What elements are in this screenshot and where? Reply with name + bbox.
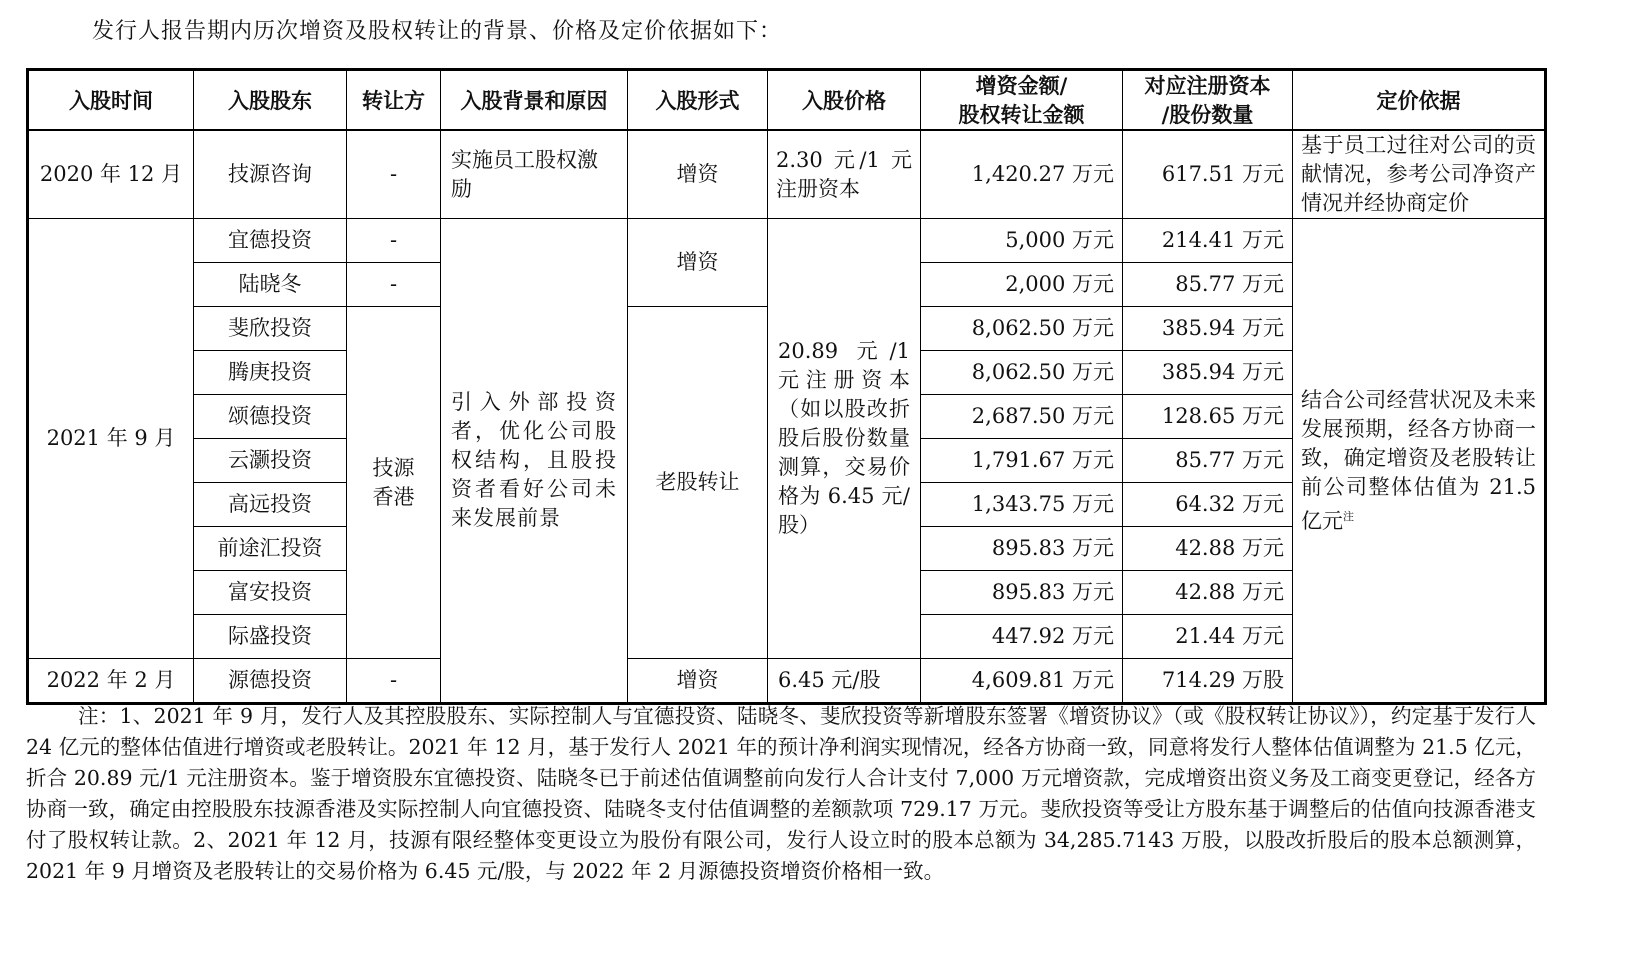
cell-capital: 85.77 万元 xyxy=(1123,263,1293,307)
cell-capital: 21.44 万元 xyxy=(1123,615,1293,659)
basis-text: 结合公司经营状况及未来发展预期，经各方协商一致，确定增资及老股转让前公司整体估值为 21.5 亿元 xyxy=(1301,387,1536,533)
cell-amount: 2,687.50 万元 xyxy=(921,395,1123,439)
cell-capital: 42.88 万元 xyxy=(1123,571,1293,615)
header-form: 入股形式 xyxy=(628,70,768,131)
cell-capital: 214.41 万元 xyxy=(1123,219,1293,263)
cell-amount: 1,791.67 万元 xyxy=(921,439,1123,483)
header-reason: 入股背景和原因 xyxy=(441,70,628,131)
cell-basis xyxy=(1293,219,1546,704)
cell-transferor: - xyxy=(347,130,441,219)
cell-transferor: - xyxy=(347,263,441,307)
cell-reason: 实施员工股权激励 xyxy=(441,130,628,219)
cell-shareholder: 际盛投资 xyxy=(194,615,347,659)
header-capital-line2: /股份数量 xyxy=(1161,102,1254,127)
cell-shareholder: 技源咨询 xyxy=(194,130,347,219)
header-capital xyxy=(1123,70,1293,131)
header-capital-line1: 对应注册资本 xyxy=(1144,73,1271,98)
header-time: 入股时间 xyxy=(28,70,194,131)
cell-form: 老股转让 xyxy=(628,307,768,659)
cell-shareholder: 腾庚投资 xyxy=(194,351,347,395)
cell-time: 2020 年 12 月 xyxy=(28,130,194,219)
cell-amount: 1,343.75 万元 xyxy=(921,483,1123,527)
cell-transferor xyxy=(347,307,441,659)
transferor-text: 技源香港 xyxy=(372,455,415,509)
cell-capital: 128.65 万元 xyxy=(1123,395,1293,439)
cell-price: 20.89 元/1 元注册资本（如以股改折股后股份数量测算，交易价格为 6.45 元/股） xyxy=(768,219,921,659)
cell-capital: 385.94 万元 xyxy=(1123,307,1293,351)
cell-shareholder: 斐欣投资 xyxy=(194,307,347,351)
intro-text: 发行人报告期内历次增资及股权转让的背景、价格及定价依据如下： xyxy=(92,19,783,44)
cell-amount: 8,062.50 万元 xyxy=(921,351,1123,395)
cell-amount: 895.83 万元 xyxy=(921,571,1123,615)
cell-shareholder: 前途汇投资 xyxy=(194,527,347,571)
cell-amount: 5,000 万元 xyxy=(921,219,1123,263)
cell-capital: 64.32 万元 xyxy=(1123,483,1293,527)
cell-capital: 385.94 万元 xyxy=(1123,351,1293,395)
cell-shareholder: 高远投资 xyxy=(194,483,347,527)
cell-amount: 447.92 万元 xyxy=(921,615,1123,659)
header-shareholder: 入股股东 xyxy=(194,70,347,131)
cell-shareholder: 云灏投资 xyxy=(194,439,347,483)
cell-amount: 1,420.27 万元 xyxy=(921,130,1123,219)
reason-text: 引入外部投资者，优化公司股权结构，且股投资者看好公司未来发展前景 xyxy=(451,390,617,530)
cell-capital: 617.51 万元 xyxy=(1123,130,1293,219)
table-row xyxy=(28,130,1546,219)
header-amount xyxy=(921,70,1123,131)
header-amount-line1: 增资金额/ xyxy=(975,73,1068,98)
cell-amount: 8,062.50 万元 xyxy=(921,307,1123,351)
capital-history-table xyxy=(26,68,1547,705)
cell-form: 增资 xyxy=(628,130,768,219)
cell-transferor: - xyxy=(347,659,441,704)
cell-shareholder: 宜德投资 xyxy=(194,219,347,263)
table-header-row xyxy=(28,70,1546,131)
cell-transferor: - xyxy=(347,219,441,263)
cell-amount: 895.83 万元 xyxy=(921,527,1123,571)
cell-form: 增资 xyxy=(628,659,768,704)
header-basis: 定价依据 xyxy=(1293,70,1546,131)
table-row xyxy=(28,219,1546,263)
cell-reason xyxy=(441,219,628,704)
cell-shareholder: 富安投资 xyxy=(194,571,347,615)
cell-capital: 42.88 万元 xyxy=(1123,527,1293,571)
cell-shareholder: 陆晓冬 xyxy=(194,263,347,307)
table-notes: 注：1、2021 年 9 月，发行人及其控股股东、实际控制人与宜德投资、陆晓冬、斐欣投资等新增股东签署《增资协议》（或《股权转让协议》），约定基于发行人 24 亿元的整体估值进行增资或老股转让。2021 年 12 月，基于发行人 2021 年的预计净利润实现情况，经各方协商一致，同意将发行人整体估值调整为 21.5 亿元，折合 20.89 元/1 元注册资本。鉴于增资股东宜德投资、陆晓冬已于前述估值调整前向发行人合计支付 7,000 万元增资款，完成增资出资义务及工商变更登记，经各方协商一致，确定由控股股东技源香港及实际控制人向宜德投资、陆晓冬支付估值调整的差额款项 729.17 万元。斐欣投资等受让方股东基于调整后的估值向技源香港支付了股权转让款。2、2021 年 12 月，技源有限经整体变更设立为股份有限公司，发行人设立时的股本总额为 34,285.7143 万股，以股改折股后的股本总额测算，2021 年 9 月增资及老股转让的交易价格为 6.45 元/股，与 2022 年 2 月源德投资增资价格相一致。 xyxy=(26,704,1536,883)
basis-note-mark: 注 xyxy=(1343,509,1354,523)
cell-price: 2.30 元/1 元注册资本 xyxy=(768,130,921,219)
cell-capital: 714.29 万股 xyxy=(1123,659,1293,704)
cell-shareholder: 源德投资 xyxy=(194,659,347,704)
cell-capital: 85.77 万元 xyxy=(1123,439,1293,483)
cell-time: 2021 年 9 月 xyxy=(28,219,194,659)
cell-amount: 4,609.81 万元 xyxy=(921,659,1123,704)
cell-price: 6.45 元/股 xyxy=(768,659,921,704)
header-amount-line2: 股权转让金额 xyxy=(958,102,1085,127)
cell-form: 增资 xyxy=(628,219,768,307)
cell-shareholder: 颂德投资 xyxy=(194,395,347,439)
cell-basis: 基于员工过往对公司的贡献情况，参考公司净资产情况并经协商定价 xyxy=(1293,130,1546,219)
header-transferor: 转让方 xyxy=(347,70,441,131)
cell-time: 2022 年 2 月 xyxy=(28,659,194,704)
header-price: 入股价格 xyxy=(768,70,921,131)
cell-amount: 2,000 万元 xyxy=(921,263,1123,307)
